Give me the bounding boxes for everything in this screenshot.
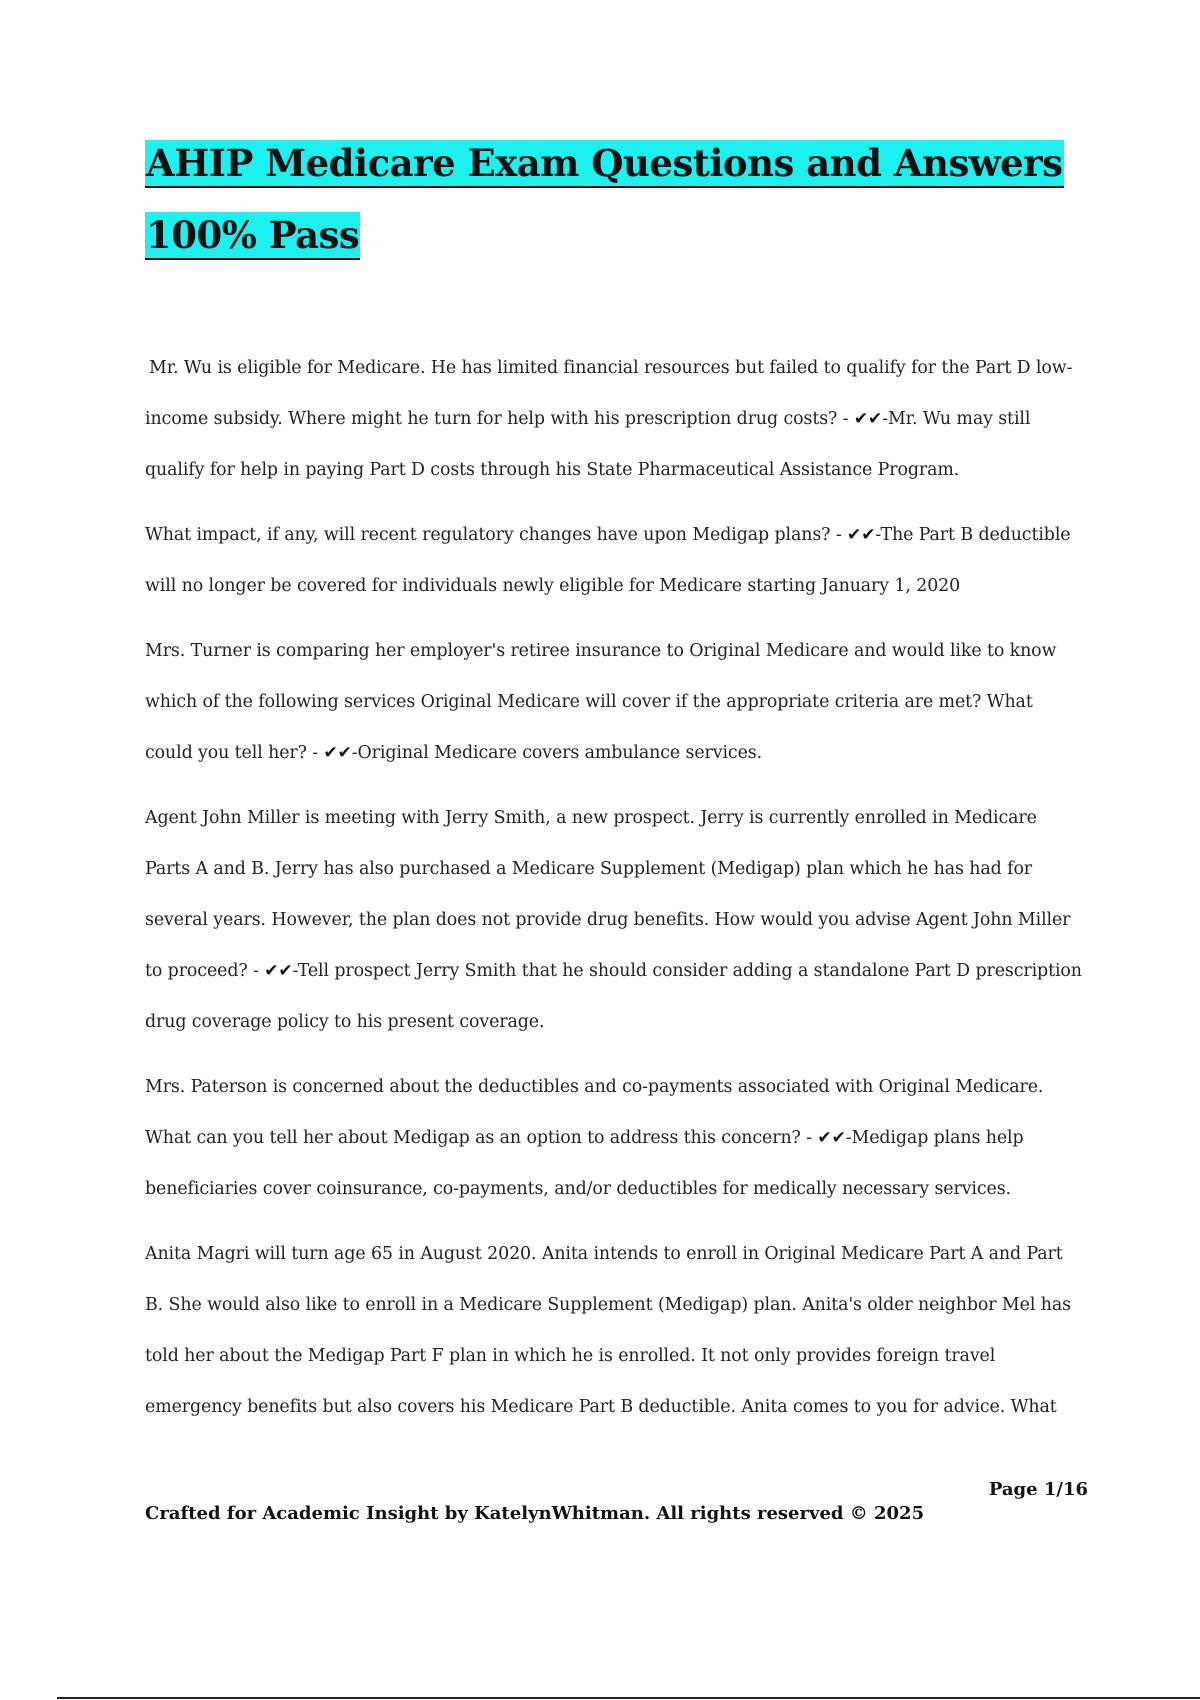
- question-text: What impact, if any, will recent regulatory changes have upon Medigap plans? -: [145, 525, 848, 545]
- document-title: [145, 140, 1085, 260]
- qa-paragraph-5: [145, 1062, 1085, 1215]
- qa-paragraph-4: [145, 793, 1085, 1048]
- answer-text: -Mr. Wu may still qualify for help in paying Part D costs through his State Pharmaceutical Assistance Program.: [145, 409, 1031, 480]
- check-mark-icon: ✔✔: [853, 409, 883, 429]
- answer-text: -Original Medicare covers ambulance services.: [351, 743, 763, 763]
- page-number: Page 1/16: [988, 1479, 1088, 1500]
- bottom-divider: [57, 1697, 1200, 1699]
- title-line-1: AHIP Medicare Exam Questions and Answers: [145, 140, 1064, 188]
- title-line-2: 100% Pass: [145, 212, 360, 260]
- qa-paragraph-6: Anita Magri will turn age 65 in August 2020. Anita intends to enroll in Original Medicare Part A and Part B. She would also like to enroll in a Medicare Supplement (Medigap) plan. Anita's older neighbor Mel has told her about the Medigap Part F plan in which he is enrolled. It not only provides foreign travel emergency benefits but also covers his Medicare Part B deductible. Anita comes to you for advice. What: [145, 1244, 1071, 1417]
- check-mark-icon: ✔✔: [847, 525, 876, 545]
- check-mark-icon: ✔✔: [817, 1128, 846, 1148]
- qa-paragraph-2: [145, 510, 1085, 612]
- answer-text: -Tell prospect Jerry Smith that he should consider adding a standalone Part D prescription drug coverage policy to his present coverage.: [145, 961, 1082, 1032]
- question-text: Mrs. Paterson is concerned about the deductibles and co-payments associated with Original Medicare. What can you tell her about Medigap as an option to address this concern? -: [145, 1077, 1044, 1148]
- question-text: Mr. Wu is eligible for Medicare. He has limited financial resources but failed to qualify for the Part D low-income subsidy. Where might he turn for help with his prescription drug costs? -: [145, 358, 1073, 429]
- footer-copyright: Crafted for Academic Insight by KatelynWhitman. All rights reserved © 2025: [145, 1503, 925, 1524]
- question-text: Mrs. Turner is comparing her employer's retiree insurance to Original Medicare and would like to know which of the following services Original Medicare will cover if the appropriate criteria are met? What could you tell her? -: [145, 641, 1057, 763]
- answer-text: -The Part B deductible will no longer be covered for individuals newly eligible for Medicare starting January 1, 2020: [145, 525, 1071, 596]
- qa-paragraph-1: [145, 343, 1085, 496]
- check-mark-icon: ✔✔: [264, 961, 293, 981]
- question-text: Agent John Miller is meeting with Jerry Smith, a new prospect. Jerry is currently enrolled in Medicare Parts A and B. Jerry has also purchased a Medicare Supplement (Medigap) plan which he has had for several years. However, the plan does not provide drug benefits. How would you advise Agent John Miller to proceed? -: [145, 808, 1071, 981]
- qa-paragraph-3: [145, 626, 1085, 779]
- answer-text: -Medigap plans help beneficiaries cover coinsurance, co-payments, and/or deductibles for medically necessary services.: [145, 1128, 1024, 1199]
- document-body: [145, 343, 1085, 1447]
- check-mark-icon: ✔✔: [323, 743, 352, 763]
